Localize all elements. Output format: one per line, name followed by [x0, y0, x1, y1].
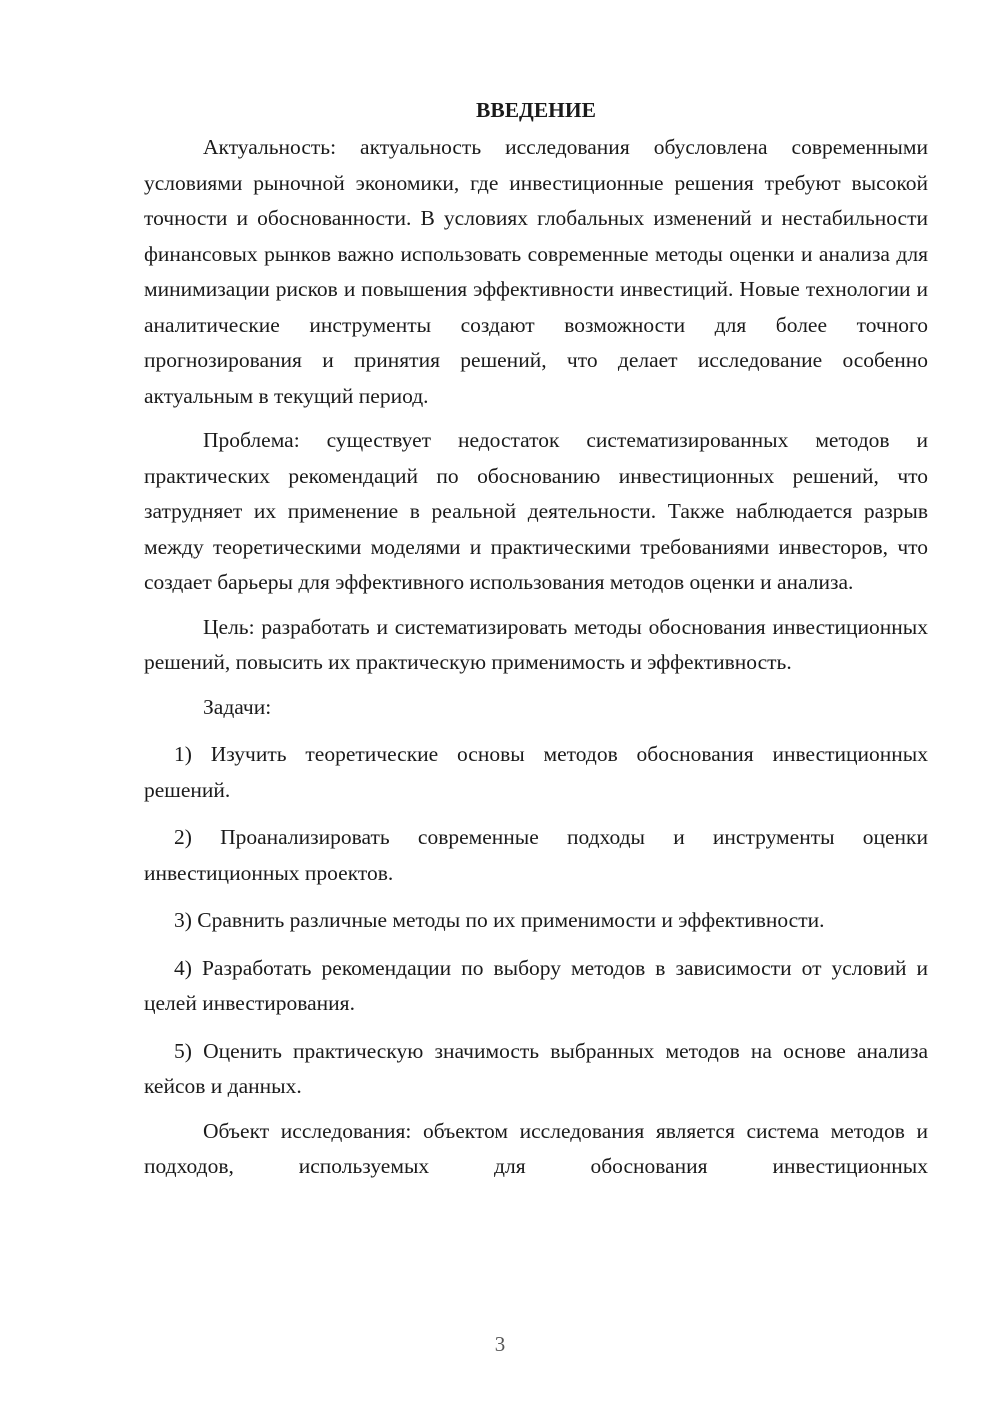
task-item: 4) Разработать рекомендации по выбору методов в зависимости от условий и целей инвестирования.	[144, 955, 928, 1015]
task-item: 1) Изучить теоретические основы методов обоснования инвестиционных решений.	[144, 742, 928, 802]
task-item: 3) Сравнить различные методы по их применимости и эффективности.	[174, 908, 825, 932]
task-item: 5) Оценить практическую значимость выбранных методов на основе анализа кейсов и данных.	[144, 1038, 928, 1098]
section-title: ВВЕДЕНИЕ	[476, 98, 596, 122]
page-content	[144, 92, 928, 1185]
problem-paragraph: Проблема: существует недостаток систематизированных методов и практических рекомендаций по обоснованию инвестиционных решений, что затрудняет их применение в реальной деятельности. Также наблюдается разрыв между теоретическими моделями и практическими требованиями инвесторов, что создает барьеры для эффективного использования методов оценки и анализа.	[144, 428, 928, 594]
object-paragraph: Объект исследования: объектом исследования является система методов и подходов, используемых для обоснования инвестиционных	[144, 1118, 928, 1178]
goal-paragraph: Цель: разработать и систематизировать методы обоснования инвестиционных решений, повысить их практическую применимость и эффективность.	[144, 614, 928, 674]
page-number: 3	[494, 1332, 506, 1356]
relevance-paragraph: Актуальность: актуальность исследования обусловлена современными условиями рыночной экономики, где инвестиционные решения требуют высокой точности и обоснованности. В условиях глобальных изменений и нестабильности финансовых рынков важно использовать современные методы оценки и анализа для минимизации рисков и повышения эффективности инвестиций. Новые технологии и аналитические инструменты создают возможности для более точного прогнозирования и принятия решений, что делает исследование особенно актуальным в текущий период.	[144, 135, 928, 408]
tasks-heading: Задачи:	[203, 694, 272, 719]
task-item: 2) Проанализировать современные подходы и инструменты оценки инвестиционных проектов.	[144, 825, 928, 885]
